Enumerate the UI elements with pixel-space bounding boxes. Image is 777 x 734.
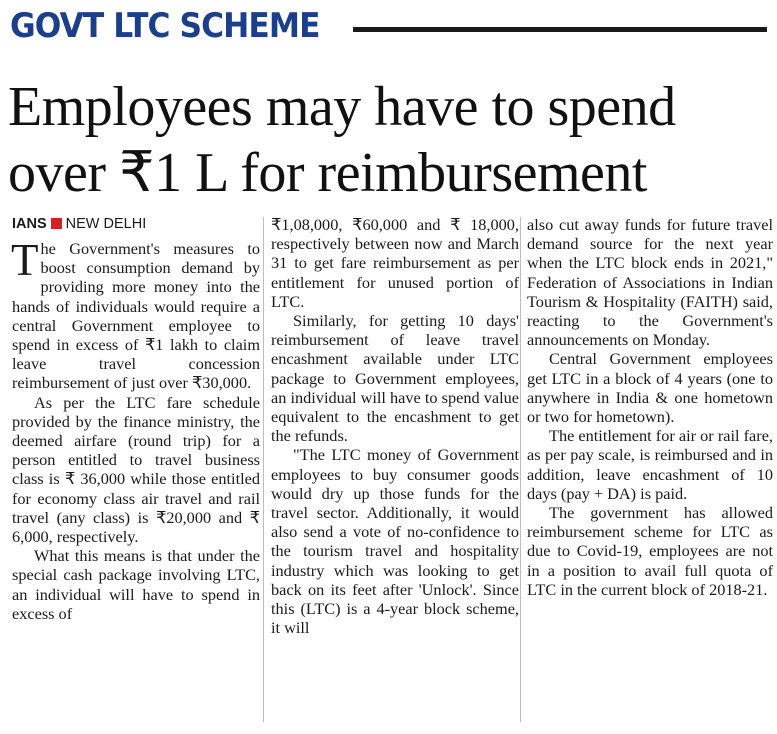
byline-location: NEW DELHI xyxy=(65,216,147,232)
byline-agency: IANS xyxy=(12,216,47,232)
article-column-2 xyxy=(271,215,519,637)
headline-line-1: Employees may have to spend xyxy=(8,76,676,138)
paragraph-text: he Government's measures to boost consumption demand by providing more money into the hands of individuals would require a central Government employee to spend in excess of ₹1 lakh to claim leave travel concession reimbursement of just over ₹30,000. xyxy=(12,239,260,393)
kicker-rule xyxy=(353,27,767,32)
headline xyxy=(8,74,773,206)
column-divider xyxy=(520,217,521,722)
paragraph: The entitlement for air or rail fare, as per pay scale, is reimbursed and in addition, leave encashment of 10 days (pay + DA) is paid. xyxy=(527,426,773,503)
paragraph: What this means is that under the special cash package involving LTC, an individual will have to spend in excess of xyxy=(12,546,260,623)
paragraph: ₹1,08,000, ₹60,000 and ₹ 18,000, respectively between now and March 31 to get fare reimbursement as per entitlement for unused portion of LTC. xyxy=(271,215,519,311)
article-column-3 xyxy=(527,215,773,599)
paragraph: The government has allowed reimbursement scheme for LTC as due to Covid-19, employees are not in a position to avail full quota of LTC in the current block of 2018-21. xyxy=(527,503,773,599)
paragraph: As per the LTC fare schedule provided by the finance ministry, the deemed airfare (round trip) for a person entitled to travel business class is ₹ 36,000 while those entitled for economy class air travel and rail travel (any class) is ₹20,000 and ₹ 6,000, respectively. xyxy=(12,392,260,547)
paragraph: Similarly, for getting 10 days' reimbursement of leave travel encashment available under LTC package to Government employees, an individual will have to spend value equivalent to the encashment to get the refunds. xyxy=(271,311,519,446)
paragraph: Central Government employees get LTC in a block of 4 years (one to anywhere in India & one hometown or two for hometown). xyxy=(527,349,773,427)
byline xyxy=(12,215,260,239)
section-kicker: GOVT LTC SCHEME xyxy=(10,6,320,46)
byline-square-icon xyxy=(51,218,62,229)
headline-line-2: over ₹1 L for reimbursement xyxy=(8,142,647,204)
column-divider xyxy=(263,217,264,722)
drop-cap: T xyxy=(11,235,39,285)
article-column-1 xyxy=(12,215,260,623)
paragraph: also cut away funds for future travel demand source for the next year when the LTC block ends in 2021," Federation of Associations in Indian Tourism & Hospitality (FAITH) said, reacting to the Government's announcements on Monday. xyxy=(527,215,773,350)
paragraph xyxy=(11,235,260,393)
paragraph: "The LTC money of Government employees to buy consumer goods would dry up those funds for the travel sector. Additionally, it would also send a vote of no-confidence to the tourism travel and hospitality industry which was looking to get back on its feet after 'Unlock'. Since this (LTC) is a 4-year block scheme, it will xyxy=(271,445,519,638)
